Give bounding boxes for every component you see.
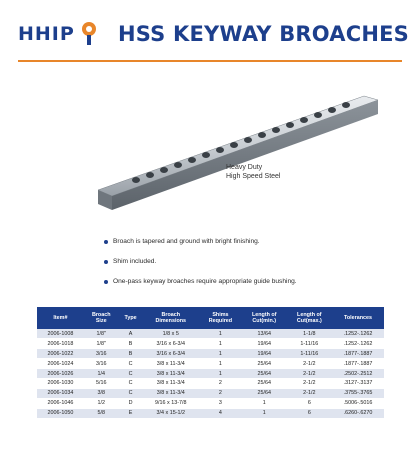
table-cell: C bbox=[119, 369, 143, 379]
table-cell: 2 bbox=[199, 388, 242, 398]
table-row bbox=[37, 349, 384, 359]
material-caption bbox=[226, 163, 280, 181]
col-shims: Shims Required bbox=[199, 307, 242, 329]
table-cell: D bbox=[119, 398, 143, 408]
table-cell: 2006-1030 bbox=[37, 378, 84, 388]
table-cell: 3/8 bbox=[84, 388, 119, 398]
table-body bbox=[37, 329, 384, 418]
table-row bbox=[37, 378, 384, 388]
table-cell: 19/64 bbox=[242, 339, 287, 349]
table-cell: 1 bbox=[199, 339, 242, 349]
table-cell: 1 bbox=[199, 349, 242, 359]
table-cell: 2006-1018 bbox=[37, 339, 84, 349]
table-cell: 19/64 bbox=[242, 349, 287, 359]
table-header-row bbox=[37, 307, 384, 329]
table-row bbox=[37, 329, 384, 339]
page-title: HSS KEYWAY BROACHES bbox=[118, 22, 409, 46]
table-row bbox=[37, 339, 384, 349]
table-cell: 2-1/2 bbox=[287, 378, 332, 388]
table-row bbox=[37, 408, 384, 418]
table-cell: 1-11/16 bbox=[287, 349, 332, 359]
table-cell: .2502-.2512 bbox=[332, 369, 384, 379]
col-tolerances: Tolerances bbox=[332, 307, 384, 329]
table-cell: 1 bbox=[199, 369, 242, 379]
table-cell: 3/16 bbox=[84, 359, 119, 369]
table-cell: 2006-1026 bbox=[37, 369, 84, 379]
table-cell: 1 bbox=[242, 408, 287, 418]
table-cell: 25/64 bbox=[242, 369, 287, 379]
table-cell: 3/8 x 11-3/4 bbox=[143, 359, 199, 369]
table-cell: 3/16 bbox=[84, 349, 119, 359]
caption-line-2: High Speed Steel bbox=[226, 173, 281, 180]
table-cell: 2 bbox=[199, 378, 242, 388]
table-cell: .1877-.1887 bbox=[332, 359, 384, 369]
table-row bbox=[37, 398, 384, 408]
table-cell: 3/16 x 6-3/4 bbox=[143, 349, 199, 359]
keyway-broach-image bbox=[96, 92, 388, 232]
table-cell: 25/64 bbox=[242, 378, 287, 388]
col-type: Type bbox=[119, 307, 143, 329]
table-cell: 3/16 x 6-3/4 bbox=[143, 339, 199, 349]
table-cell: 25/64 bbox=[242, 359, 287, 369]
col-item: Item# bbox=[37, 307, 84, 329]
table-cell: .1877-.1887 bbox=[332, 349, 384, 359]
table-cell: 1/8" bbox=[84, 339, 119, 349]
table-row bbox=[37, 359, 384, 369]
table-cell: 1 bbox=[242, 398, 287, 408]
table-cell: 1 bbox=[199, 359, 242, 369]
table-cell: 1/8 x 5 bbox=[143, 329, 199, 339]
table-cell: 1-1/8 bbox=[287, 329, 332, 339]
table-cell: 2-1/2 bbox=[287, 359, 332, 369]
table-cell: C bbox=[119, 359, 143, 369]
col-cut-min: Length of Cut(min.) bbox=[242, 307, 287, 329]
brand-logo bbox=[18, 20, 100, 50]
table-cell: .1252-.1262 bbox=[332, 339, 384, 349]
table-cell: 1-11/16 bbox=[287, 339, 332, 349]
col-broach-size: Broach Size bbox=[84, 307, 119, 329]
table-cell: B bbox=[119, 339, 143, 349]
table-cell: 2006-1046 bbox=[37, 398, 84, 408]
table-cell: C bbox=[119, 388, 143, 398]
col-cut-max: Length of Cut(max.) bbox=[287, 307, 332, 329]
col-dimensions: Broach Dimensions bbox=[143, 307, 199, 329]
table-cell: .5006-.5016 bbox=[332, 398, 384, 408]
table-cell: 3/8 x 11-3/4 bbox=[143, 388, 199, 398]
table-cell: 2006-1022 bbox=[37, 349, 84, 359]
caption-line-1: Heavy Duty bbox=[226, 164, 263, 171]
table-cell: 6 bbox=[287, 408, 332, 418]
table-cell: 2006-1034 bbox=[37, 388, 84, 398]
table-cell: E bbox=[119, 408, 143, 418]
table-cell: 6 bbox=[287, 398, 332, 408]
table-cell: 3/8 x 11-3/4 bbox=[143, 378, 199, 388]
table-cell: 3 bbox=[199, 398, 242, 408]
feature-item: Shim included. bbox=[104, 258, 404, 265]
table-row bbox=[37, 388, 384, 398]
tool-badge-icon bbox=[80, 20, 98, 48]
table-cell: .1252-.1262 bbox=[332, 329, 384, 339]
feature-item: One-pass keyway broaches require appropriate guide bushing. bbox=[104, 278, 404, 285]
table-cell: A bbox=[119, 329, 143, 339]
table-cell: 1/4 bbox=[84, 369, 119, 379]
table-cell: 1 bbox=[199, 329, 242, 339]
table-cell: 2-1/2 bbox=[287, 369, 332, 379]
table-cell: 3/4 x 15-1/2 bbox=[143, 408, 199, 418]
table-row bbox=[37, 369, 384, 379]
table-cell: 4 bbox=[199, 408, 242, 418]
table-cell: B bbox=[119, 349, 143, 359]
spec-table bbox=[37, 307, 384, 419]
table-cell: .6260-.6270 bbox=[332, 408, 384, 418]
header-divider bbox=[18, 60, 402, 62]
logo-text: HHIP bbox=[18, 23, 75, 45]
table-cell: 5/16 bbox=[84, 378, 119, 388]
header bbox=[0, 0, 416, 62]
table-cell: 2006-1024 bbox=[37, 359, 84, 369]
table-cell: 13/64 bbox=[242, 329, 287, 339]
table-cell: 1/8" bbox=[84, 329, 119, 339]
table-cell: 25/64 bbox=[242, 388, 287, 398]
table-cell: .3755-.3765 bbox=[332, 388, 384, 398]
feature-item: Broach is tapered and ground with bright finishing. bbox=[104, 238, 404, 245]
table-cell: 2006-1050 bbox=[37, 408, 84, 418]
table-cell: 5/8 bbox=[84, 408, 119, 418]
table-cell: C bbox=[119, 378, 143, 388]
table-cell: 2-1/2 bbox=[287, 388, 332, 398]
table-cell: 2006-1008 bbox=[37, 329, 84, 339]
table-cell: .3127-.3137 bbox=[332, 378, 384, 388]
table-cell: 3/8 x 11-3/4 bbox=[143, 369, 199, 379]
table-cell: 1/2 bbox=[84, 398, 119, 408]
table-cell: 9/16 x 13-7/8 bbox=[143, 398, 199, 408]
feature-list bbox=[104, 238, 404, 298]
